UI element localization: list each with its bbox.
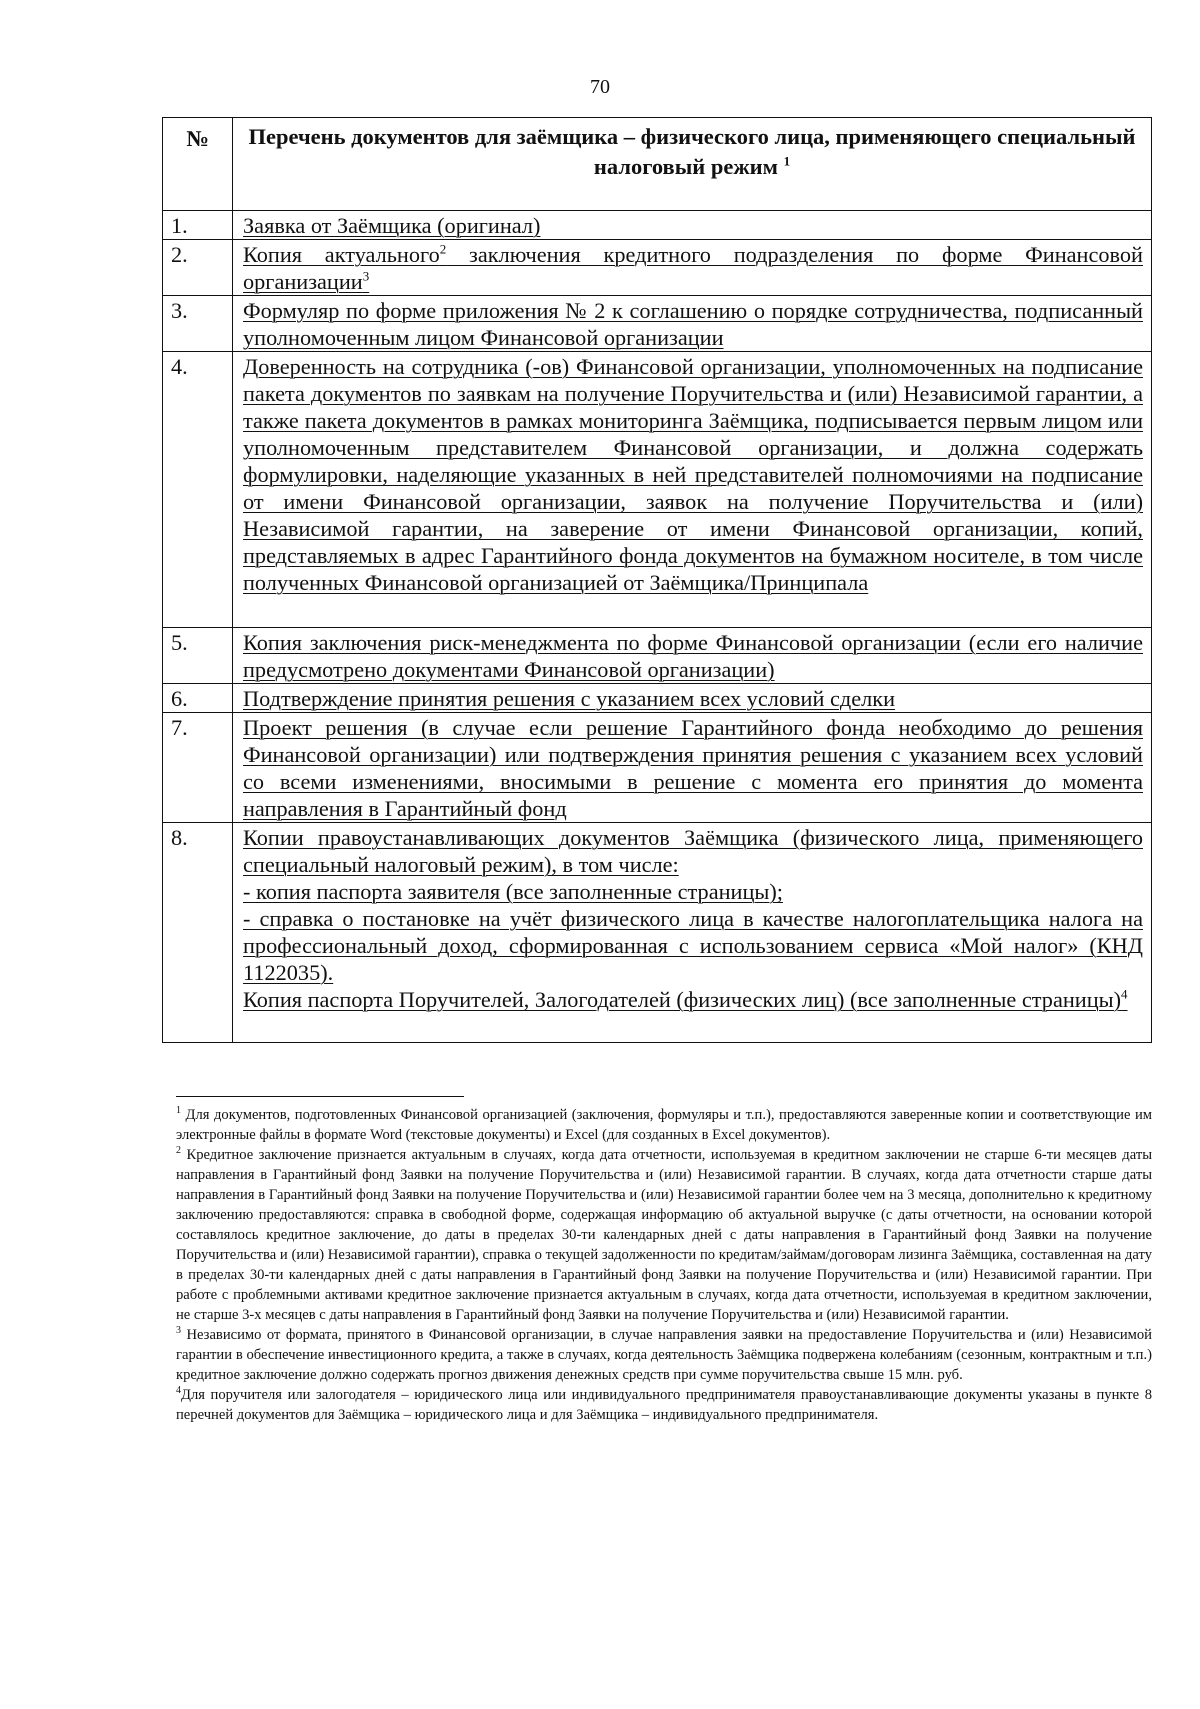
footnote-mark: 4	[176, 1385, 181, 1397]
row-text: Проект решения (в случае если решение Гарантийного фонда необходимо до решения Финансовой организации) или подтверждения принятия решения с указанием всех условий со всеми изменениями, вносимыми в решение с момента его принятия до момента направления в Гарантийный фонд	[233, 713, 1152, 823]
row-text-part: Копия паспорта Поручителей, Залогодателей (физических лиц) (все заполненные страницы)	[243, 987, 1122, 1012]
footnote-mark: 1	[176, 1105, 181, 1117]
row-text-line: Копии правоустанавливающих документов Заёмщика (физического лица, применяющего специальный налоговый режим), в том числе:	[243, 825, 1143, 877]
row-text: Формуляр по форме приложения № 2 к соглашению о порядке сотрудничества, подписанный уполномоченным лицом Финансовой организации	[233, 296, 1152, 352]
documents-table	[162, 117, 1152, 1043]
row-text-line	[243, 986, 1143, 1013]
row-text-line: - копия паспорта заявителя (все заполненные страницы);	[243, 879, 783, 904]
row-text: Подтверждение принятия решения с указанием всех условий сделки	[233, 684, 1152, 713]
row-number: 4.	[163, 352, 233, 628]
row-text: Заявка от Заёмщика (оригинал)	[233, 211, 1152, 240]
row-number: 5.	[163, 628, 233, 684]
row-number: 8.	[163, 823, 233, 1043]
row-text: Доверенность на сотрудника (-ов) Финансовой организации, уполномоченных на подписание пакета документов по заявкам на получение Поручительства и (или) Независимой гарантии, а также пакета документов в рамках мониторинга Заёмщика, подписывается первым лицом или уполномоченным представителем Финансовой организации, и должна содержать формулировки, наделяющие указанных в ней представителей полномочиями на подписание от имени Финансовой организации, заявок на получение Поручительства и (или) Независимой гарантии, на заверение от имени Финансовой организации, копий, представляемых в адрес Гарантийного фонда документов на бумажном носителе, в том числе полученных Финансовой организацией от Заёмщика/Принципала	[233, 352, 1152, 628]
row-text-part: Копия актуального	[243, 242, 440, 267]
row-number: 6.	[163, 684, 233, 713]
row-text-line: - справка о постановке на учёт физического лица в качестве налогоплательщика налога на профессиональный доход, сформированная с использованием сервиса «Мой налог» (КНД 1122035).	[243, 906, 1143, 985]
row-number: 7.	[163, 713, 233, 823]
footnote-text: Независимо от формата, принятого в Финансовой организации, в случае направления заявки на предоставление Поручительства и (или) Независимой гарантии в обеспечение инвестиционного кредита, а также в случаях, когда деятельность Заёмщика подвержена колебаниям (сезонным, контрактным и т.п.) кредитное заключение должно содержать прогноз движения денежных средств при сумме поручительства свыше 15 млн. руб.	[176, 1327, 1152, 1383]
footnote-text: Для документов, подготовленных Финансовой организацией (заключения, формуляры и т.п.), предоставляются заверенные копии и соответствующие им электронные файлы в формате Word (текстовые документы) и Excel (для созданных в Excel документов).	[176, 1107, 1152, 1143]
table-row	[163, 352, 1152, 628]
table-row	[163, 296, 1152, 352]
footnote-separator	[176, 1096, 464, 1097]
table-row	[163, 240, 1152, 296]
footnote-text: Кредитное заключение признается актуальным в случаях, когда дата отчетности, используемая в кредитном заключении не старше 6-ти месяцев даты направления в Гарантийный фонд Заявки на получение Поручительства и (или) Независимой гарантии. В случаях, когда дата отчетности старше даты направления в Гарантийный фонд Заявки на получение Поручительства и (или) Независимой гарантии более чем на 3 месяца, дополнительно к кредитному заключению предоставляются: справка в свободной форме, содержащая информацию об актуальной выручке (с даты отчетности, на основании которой составлялось кредитное заключение, до даты в пределах 30-ти календарных дней с даты направления в Гарантийный фонд Заявки на получение Поручительства и (или) Независимой гарантии), справка о текущей задолженности по кредитам/займам/договорам лизинга Заёмщика, составленная на дату в пределах 30-ти календарных дней с даты направления в Гарантийный фонд Заявки на получение Поручительства и (или) Независимой гарантии. При работе с проблемными активами кредитное заключение признается актуальным в случаях, когда дата отчетности, используемая в кредитном заключении, не старше 3-х месяцев с даты направления в Гарантийный фонд Заявки на получение Поручительства и (или) Независимой гарантии.	[176, 1147, 1152, 1323]
footnote-ref-3: 3	[362, 268, 370, 284]
row-text-part: заключения кредитного подразделения по форме Финансовой организации	[243, 242, 1143, 294]
header-title-text: Перечень документов для заёмщика – физического лица, применяющего специальный налоговый режим	[248, 124, 1136, 179]
table-row	[163, 823, 1152, 1043]
table-row	[163, 713, 1152, 823]
footnote-text: Для поручителя или залогодателя – юридического лица или индивидуального предпринимателя правоустанавливающие документы указаны в пункте 8 перечней документов для Заёмщика – юридического лица и для Заёмщика – индивидуального предпринимателя.	[176, 1387, 1152, 1423]
footnote-ref-2: 2	[439, 241, 447, 257]
footnote-1	[176, 1105, 1152, 1145]
row-number: 3.	[163, 296, 233, 352]
footnote-3	[176, 1325, 1152, 1385]
row-number: 2.	[163, 240, 233, 296]
column-header-number: №	[163, 118, 233, 211]
footnote-mark: 3	[176, 1325, 181, 1337]
footnotes	[176, 1105, 1152, 1425]
footnote-ref-4: 4	[1121, 986, 1128, 1002]
table-row	[163, 628, 1152, 684]
row-number: 1.	[163, 211, 233, 240]
table-row	[163, 211, 1152, 240]
page-number: 70	[590, 76, 610, 98]
row-text	[233, 823, 1152, 1043]
row-text	[233, 240, 1152, 296]
column-header-title	[233, 118, 1152, 211]
table-row	[163, 684, 1152, 713]
footnote-4	[176, 1385, 1152, 1425]
footnote-ref-1: 1	[783, 153, 791, 169]
table-header-row	[163, 118, 1152, 211]
footnote-mark: 2	[176, 1145, 181, 1157]
row-text: Копия заключения риск-менеджмента по форме Финансовой организации (если его наличие предусмотрено документами Финансовой организации)	[233, 628, 1152, 684]
footnote-2	[176, 1145, 1152, 1325]
